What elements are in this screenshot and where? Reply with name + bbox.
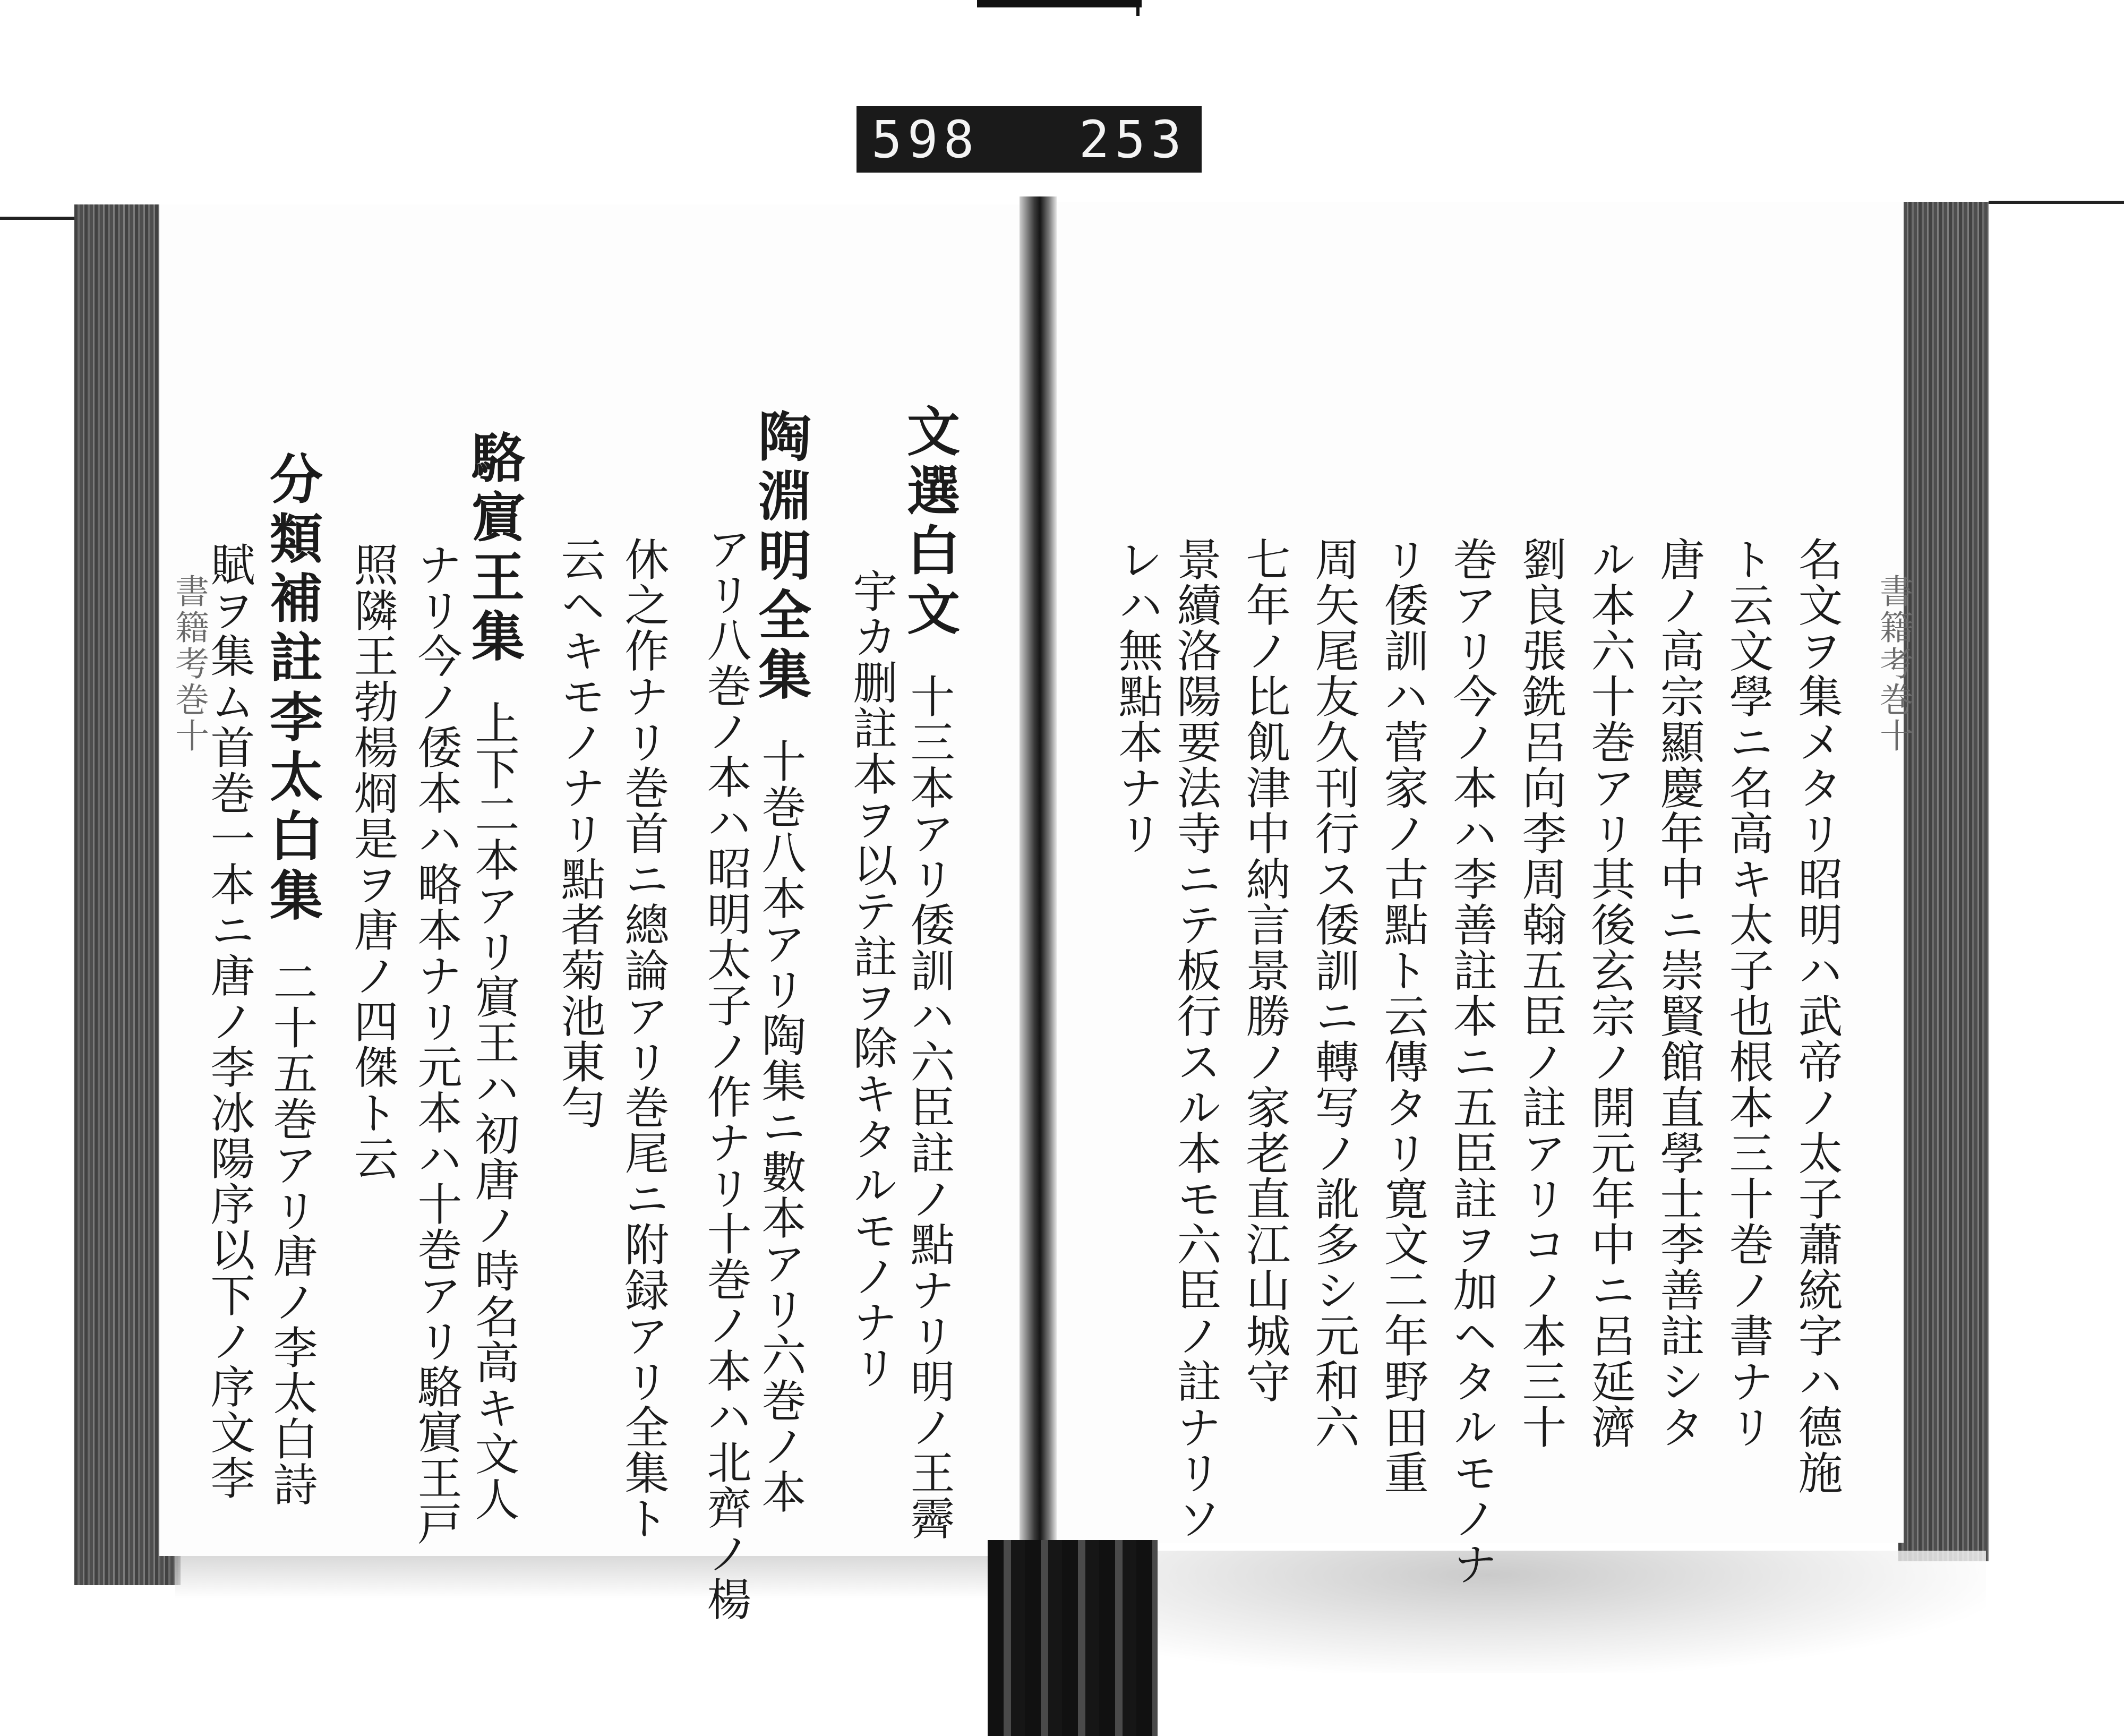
- entry-1: [898, 404, 961, 1541]
- top-edge-mark: [977, 0, 1142, 7]
- entry-4-heading: 分類補註李太白集: [261, 451, 323, 927]
- entry-3-continuation-2: 照隣王勃楊烱是ヲ唐ノ四傑ト云: [347, 542, 399, 1181]
- volume-number: 598: [871, 109, 980, 169]
- entry-2-continuation-3: 云ヘキモノナリ點者菊池東勻: [554, 536, 606, 1130]
- entry-2-continuation: アリ八巻ノ本ハ昭明太子ノ作ナリ十巻ノ本ハ北齊ノ楊: [700, 526, 752, 1622]
- page-number: 253: [1078, 109, 1187, 169]
- right-column-7: リ倭訓ハ菅家ノ古點ト云傳タリ寛文二年野田重: [1377, 536, 1429, 1495]
- entry-3-heading: 駱賔王集: [463, 430, 525, 668]
- entry-3-text: 上下二本アリ賔王ハ初唐ノ時名高キ文人: [468, 700, 520, 1522]
- top-edge-tick: [1136, 0, 1140, 16]
- right-column-10: 景續洛陽要法寺ニテ板行スル本モ六臣ノ註ナリソ: [1170, 536, 1222, 1541]
- right-column-8: 周矢尾友久刊行ス倭訓ニ轉写ノ訛多シ元和六: [1308, 536, 1360, 1450]
- right-column-3: 唐ノ高宗顯慶年中ニ崇賢館直學士李善註シタ: [1653, 536, 1705, 1450]
- left-margin-title: 書籍考巻十: [169, 574, 209, 754]
- right-margin-title: 書籍考巻十: [1874, 574, 1913, 754]
- entry-1-heading: 文選白文: [898, 404, 961, 642]
- right-page-shadow: [1158, 1551, 1986, 1673]
- entry-4-text: 二十五巻アリ唐ノ李太白詩: [266, 959, 318, 1507]
- right-column-11: レハ無點本ナリ: [1111, 536, 1163, 856]
- right-column-4: ル本六十巻アリ其後玄宗ノ開元年中ニ呂延濟: [1584, 536, 1636, 1450]
- entry-4-continuation: 賦ヲ集ム首巻一本ニ唐ノ李冰陽序以下ノ序文李: [203, 542, 255, 1501]
- left-scan-line: [0, 217, 74, 220]
- right-column-1: 名文ヲ集メタリ昭明ハ武帝ノ太子蕭統字ハ德施: [1791, 536, 1843, 1495]
- book-spine: [988, 1540, 1158, 1736]
- entry-3: [463, 430, 525, 1522]
- entry-3-continuation: ナリ今ノ倭本ハ略本ナリ元本ハ十巻アリ駱賔王戸: [410, 542, 463, 1546]
- archive-id-label: [857, 106, 1202, 173]
- entry-2-text: 十巻八本アリ陶集ニ數本アリ六巻ノ本: [755, 738, 807, 1515]
- right-column-9: 七年ノ比飢津中納言景勝ノ家老直江山城守: [1239, 536, 1291, 1404]
- entry-2-continuation-2: 休之作ナリ巻首ニ總論アリ巻尾ニ附録アリ全集ト: [618, 536, 670, 1541]
- book-gutter: [1020, 196, 1057, 1577]
- entry-2-heading: 陶淵明全集: [749, 409, 812, 706]
- right-column-5: 劉良張銑呂向李周翰五臣ノ註アリコノ本三十: [1515, 536, 1567, 1450]
- right-column-6: 巻アリ今ノ本ハ李善註本ニ五臣註ヲ加ヘタルモノナ: [1446, 536, 1498, 1587]
- entry-1-text: 十三本アリ倭訓ハ六臣註ノ點ナリ明ノ王霽: [903, 673, 955, 1541]
- right-column-2: ト云文學ニ名高キ太子也根本三十巻ノ書ナリ: [1722, 536, 1774, 1450]
- entry-1-continuation: 宇カ删註本ヲ以テ註ヲ除キタルモノナリ: [846, 568, 898, 1390]
- entry-2: [749, 409, 812, 1515]
- entry-4: [261, 451, 323, 1507]
- left-page-shadow: [175, 1556, 988, 1598]
- right-page-edges: [1898, 202, 1989, 1561]
- right-scan-line: [1989, 201, 2124, 204]
